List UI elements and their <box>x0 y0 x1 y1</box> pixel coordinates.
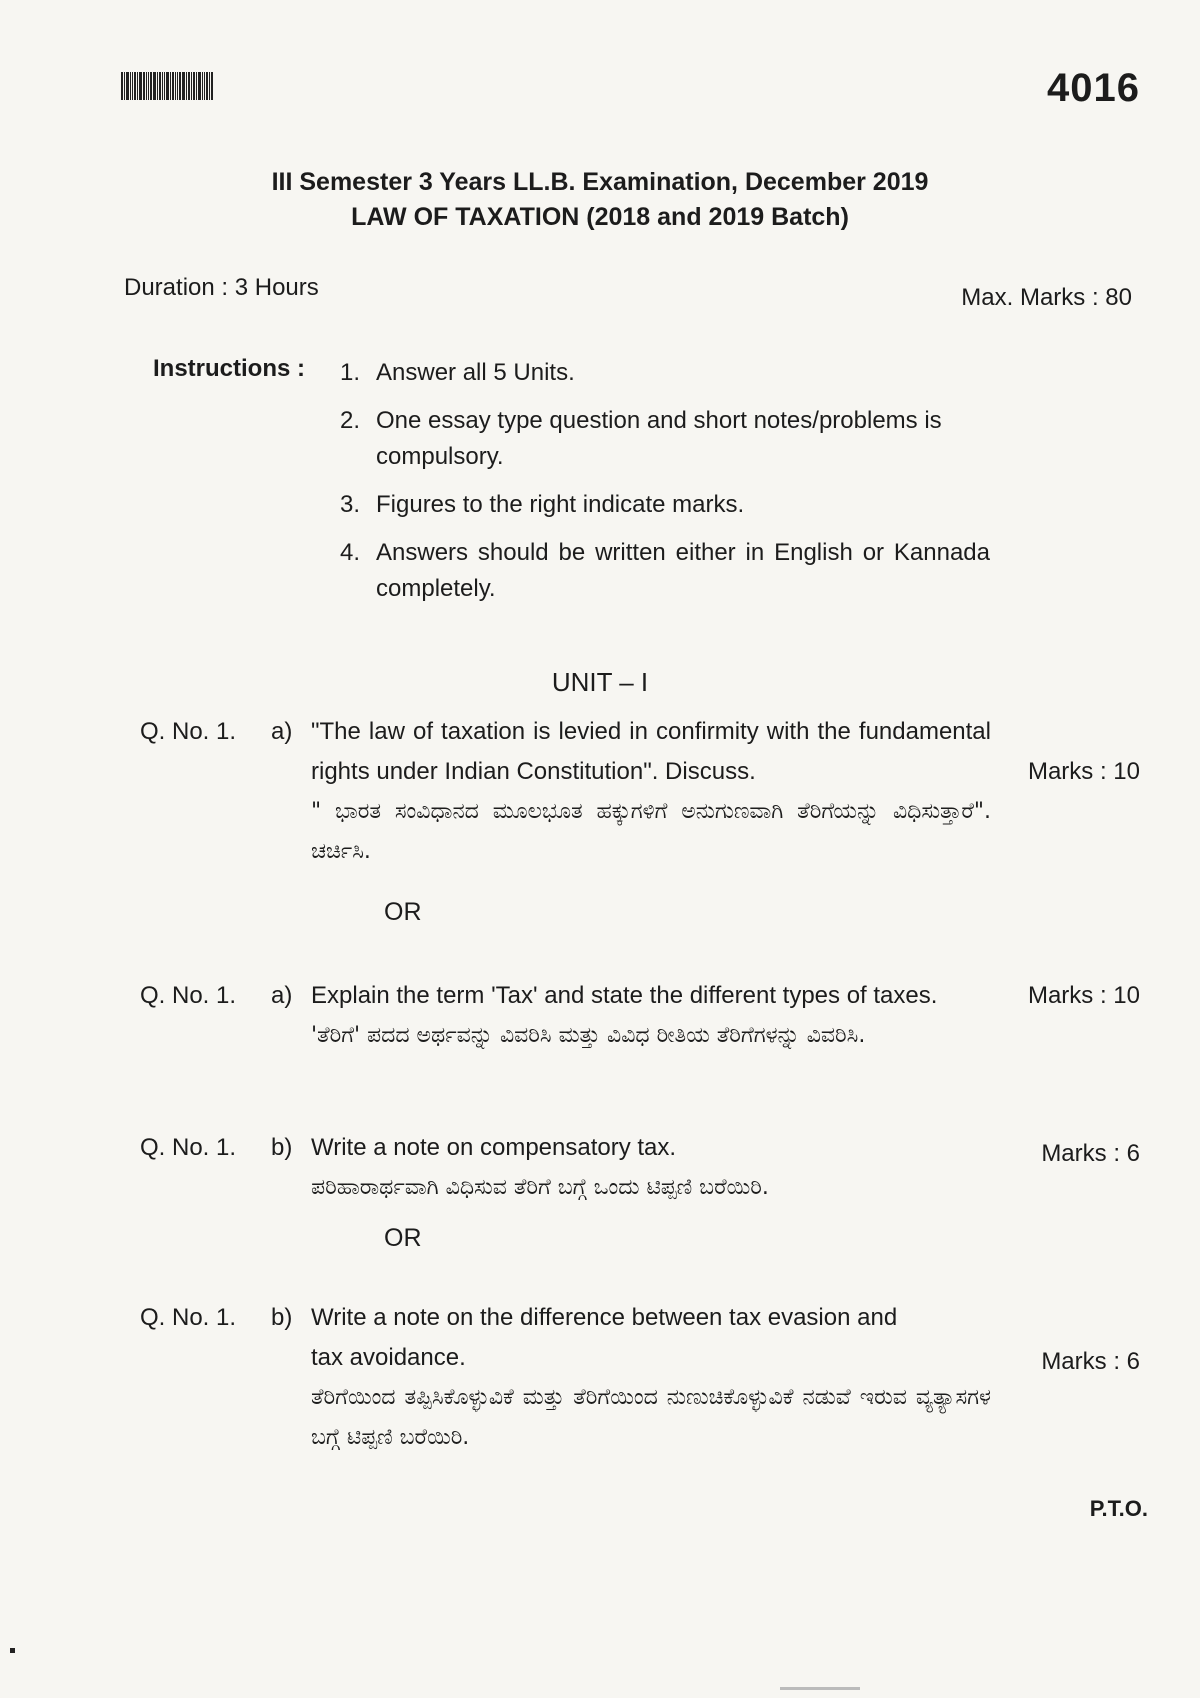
instructions-list <box>340 355 990 619</box>
question-marks: Marks : 6 <box>1041 1140 1140 1167</box>
barcode-stripe <box>172 72 174 100</box>
barcode-stripe <box>188 72 190 100</box>
barcode-stripe <box>177 72 178 100</box>
barcode-stripe <box>193 72 195 100</box>
barcode-stripe <box>211 72 213 100</box>
barcode-stripe <box>166 72 169 100</box>
barcode-stripe <box>202 72 203 100</box>
question-number: Q. No. 1. <box>140 1304 237 1331</box>
max-marks: Max. Marks : 80 <box>961 284 1132 311</box>
instruction-item <box>340 355 990 391</box>
duration: Duration : 3 Hours <box>124 274 319 301</box>
subject-title: LAW OF TAXATION (2018 and 2019 Batch) <box>351 203 849 231</box>
barcode-stripe <box>186 72 187 100</box>
question-body <box>311 1298 991 1458</box>
question-marks: Marks : 10 <box>1027 758 1140 785</box>
barcode-stripe <box>164 72 165 100</box>
scan-speck <box>10 1648 15 1653</box>
barcode-stripe <box>150 72 152 100</box>
instruction-item <box>340 403 990 475</box>
question-text: Write a note on compensatory tax. <box>311 1134 677 1161</box>
barcode-stripe <box>134 72 136 100</box>
paper-code: 4016 <box>1047 66 1140 110</box>
barcode-stripe <box>137 72 138 100</box>
barcode-stripe <box>206 72 208 100</box>
instructions-label: Instructions : <box>153 355 306 382</box>
question-text: "The law of taxation is levied in confirmity with the fundamental rights under Indian Constitution". Discuss. <box>311 718 991 785</box>
barcode-stripe <box>126 72 129 100</box>
question-body <box>311 1128 991 1208</box>
instruction-text: Answers should be written either in English or Kannada completely. <box>376 539 990 602</box>
question-part: a) <box>271 718 293 745</box>
question-body <box>311 712 991 872</box>
barcode-stripe <box>175 72 176 100</box>
barcode-stripe <box>143 72 145 100</box>
question-text-kannada: ಪರಿಹಾರಾರ್ಥವಾಗಿ ವಿಧಿಸುವ ತೆರಿಗೆ ಬಗ್ಗೆ ಒಂದು ಟಿಪ್ಪಣಿ ಬರೆಯಿರಿ. <box>311 1175 769 1200</box>
barcode <box>121 72 255 100</box>
question-marks: Marks : 6 <box>1041 1348 1140 1375</box>
instruction-item <box>340 487 990 523</box>
question-part: b) <box>271 1304 293 1331</box>
question-text-kannada: ತೆರಿಗೆಯಿಂದ ತಪ್ಪಿಸಿಕೊಳ್ಳುವಿಕೆ ಮತ್ತು ತೆರಿಗೆಯಿಂದ ನುಣುಚಿಕೊಳ್ಳುವಿಕೆ ನಡುವೆ ಇರುವ ವ್ಯತ್ಯಾಸಗಳ ಬಗ್ಗೆ ಟಿಪ್ಪಣಿ ಬರೆಯಿರಿ. <box>311 1385 991 1450</box>
barcode-stripe <box>191 72 192 100</box>
barcode-stripe <box>159 72 161 100</box>
barcode-stripe <box>153 72 156 100</box>
barcode-stripe <box>198 72 201 100</box>
barcode-stripe <box>170 72 171 100</box>
barcode-stripe <box>204 72 205 100</box>
instruction-number: 3. <box>340 491 361 518</box>
barcode-stripe <box>139 72 142 100</box>
or-separator: OR <box>384 898 422 926</box>
barcode-stripe <box>124 72 125 100</box>
question-text-kannada: 'ತೆರಿಗೆ' ಪದದ ಅರ್ಥವನ್ನು ವಿವರಿಸಿ ಮತ್ತು ವಿವಿಧ ರೀತಿಯ ತೆರಿಗೆಗಳನ್ನು ವಿವರಿಸಿ. <box>311 1023 866 1048</box>
instruction-text: One essay type question and short notes/problems is compulsory. <box>376 407 942 470</box>
instruction-text: Figures to the right indicate marks. <box>376 491 745 518</box>
question-number: Q. No. 1. <box>140 982 237 1009</box>
barcode-stripe <box>121 72 123 100</box>
question-part: b) <box>271 1134 293 1161</box>
question-body <box>311 976 991 1056</box>
question-marks: Marks : 10 <box>1027 982 1140 1009</box>
barcode-stripe <box>146 72 147 100</box>
or-separator: OR <box>384 1224 422 1252</box>
pto-label: P.T.O. <box>1089 1496 1148 1521</box>
question-text-kannada: " ಭಾರತ ಸಂವಿಧಾನದ ಮೂಲಭೂತ ಹಕ್ಕುಗಳಿಗೆ ಅನುಗುಣವಾಗಿ ತೆರಿಗೆಯನ್ನು ವಿಧಿಸುತ್ತಾರೆ". ಚರ್ಚಿಸಿ. <box>311 799 991 864</box>
barcode-stripe <box>182 72 185 100</box>
barcode-stripe <box>196 72 197 100</box>
barcode-stripe <box>148 72 149 100</box>
scan-footer-mark <box>780 1687 860 1690</box>
question-number: Q. No. 1. <box>140 718 237 745</box>
instruction-number: 4. <box>340 539 361 566</box>
barcode-stripe <box>157 72 158 100</box>
question-part: a) <box>271 982 293 1009</box>
question-number: Q. No. 1. <box>140 1134 237 1161</box>
barcode-stripe <box>130 72 131 100</box>
instruction-number: 1. <box>340 359 361 386</box>
question-text: Write a note on the difference between tax evasion and tax avoidance. <box>311 1304 898 1371</box>
instruction-item <box>340 535 990 607</box>
barcode-stripe <box>209 72 210 100</box>
exam-title: III Semester 3 Years LL.B. Examination, December 2019 <box>271 168 929 196</box>
unit-heading: UNIT – I <box>551 667 649 697</box>
barcode-stripe <box>179 72 181 100</box>
barcode-stripe <box>162 72 163 100</box>
question-text: Explain the term 'Tax' and state the different types of taxes. <box>311 982 938 1009</box>
instruction-number: 2. <box>340 407 361 434</box>
barcode-stripe <box>132 72 133 100</box>
instruction-text: Answer all 5 Units. <box>376 359 575 386</box>
